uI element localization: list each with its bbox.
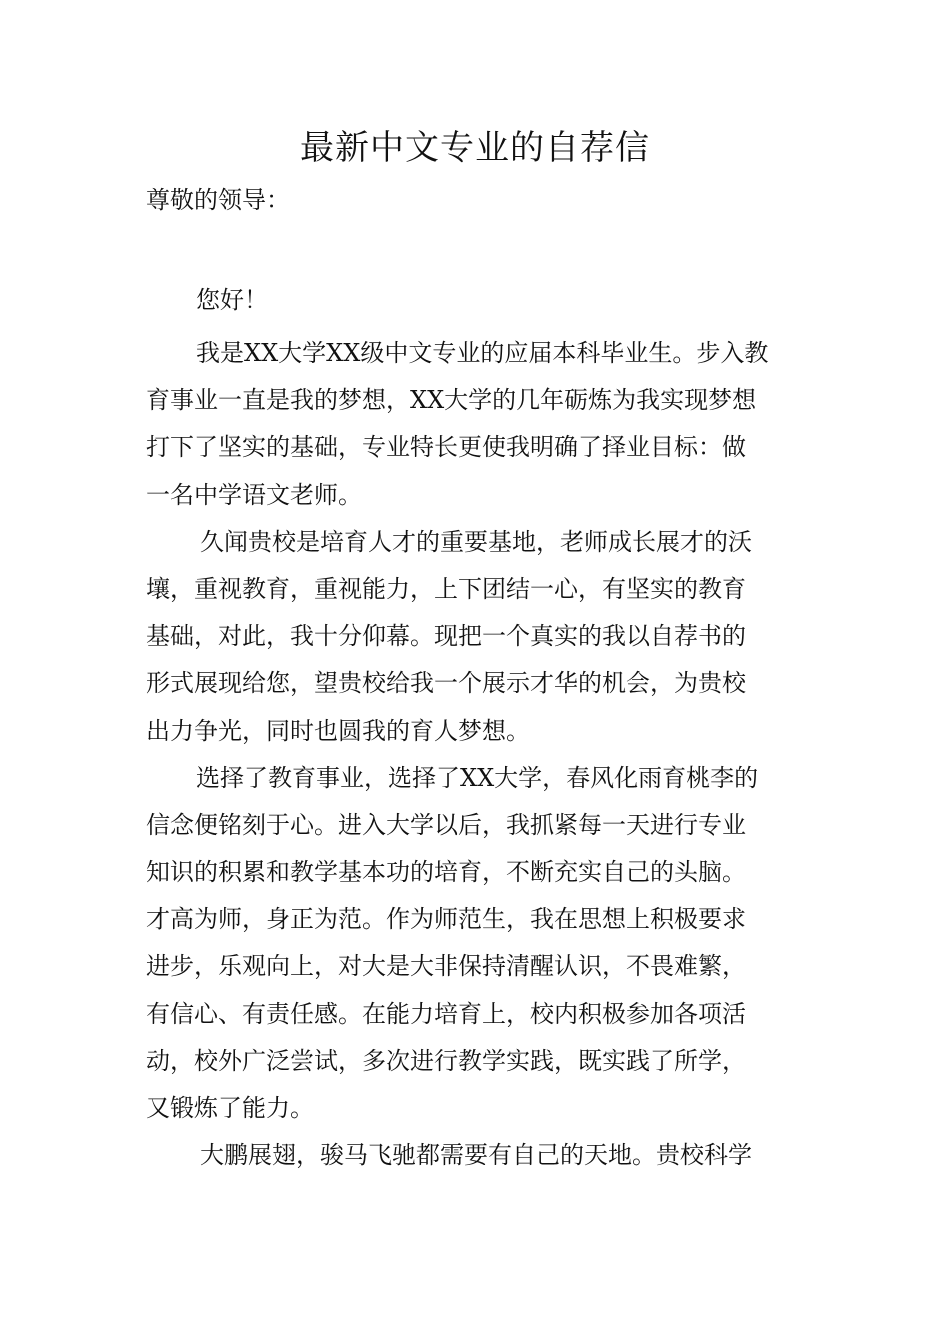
- body-line: 信念便铭刻于心。进入大学以后，我抓紧每一天进行专业: [146, 810, 746, 839]
- body-line: 打下了坚实的基础，专业特长更使我明确了择业目标：做: [146, 433, 746, 462]
- body-line: 又锻炼了能力。: [146, 1094, 314, 1122]
- body-line: 出力争光，同时也圆我的育人梦想。: [146, 716, 530, 745]
- body-line: 我是XX大学XX级中文专业的应届本科毕业生。步入教: [196, 339, 769, 367]
- body-line: 久闻贵校是培育人才的重要基地，老师成长展才的沃: [200, 527, 752, 556]
- greeting: 您好！: [196, 286, 268, 314]
- body-line: 壤，重视教育，重视能力，上下团结一心，有坚实的教育: [146, 574, 746, 603]
- body-line: 形式展现给您，望贵校给我一个展示才华的机会，为贵校: [146, 669, 746, 698]
- body-line: 大鹏展翅，骏马飞驰都需要有自己的天地。贵校科学: [200, 1141, 752, 1170]
- body-line: 选择了教育事业，选择了XX大学，春风化雨育桃李的: [196, 763, 759, 792]
- body-line: 进步，乐观向上，对大是大非保持清醒认识，不畏难繁，: [146, 952, 746, 981]
- body-line: 一名中学语文老师。: [146, 480, 362, 509]
- body-line: 知识的积累和教学基本功的培育，不断充实自己的头脑。: [146, 858, 746, 887]
- letter-body: [146, 330, 812, 1179]
- body-line: 有信心、有责任感。在能力培育上，校内积极参加各项活: [146, 999, 746, 1028]
- body-line: 育事业一直是我的梦想，XX大学的几年砺炼为我实现梦想: [146, 386, 757, 415]
- body-line: 基础，对此，我十分仰幕。现把一个真实的我以自荐书的: [146, 622, 746, 651]
- body-line: 才高为师，身正为范。作为师范生，我在思想上积极要求: [146, 905, 746, 934]
- salutation: 尊敬的领导：: [146, 186, 290, 214]
- body-line: 动，校外广泛尝试，多次进行教学实践，既实践了所学，: [146, 1046, 746, 1075]
- document-title: 最新中文专业的自荐信: [300, 128, 650, 168]
